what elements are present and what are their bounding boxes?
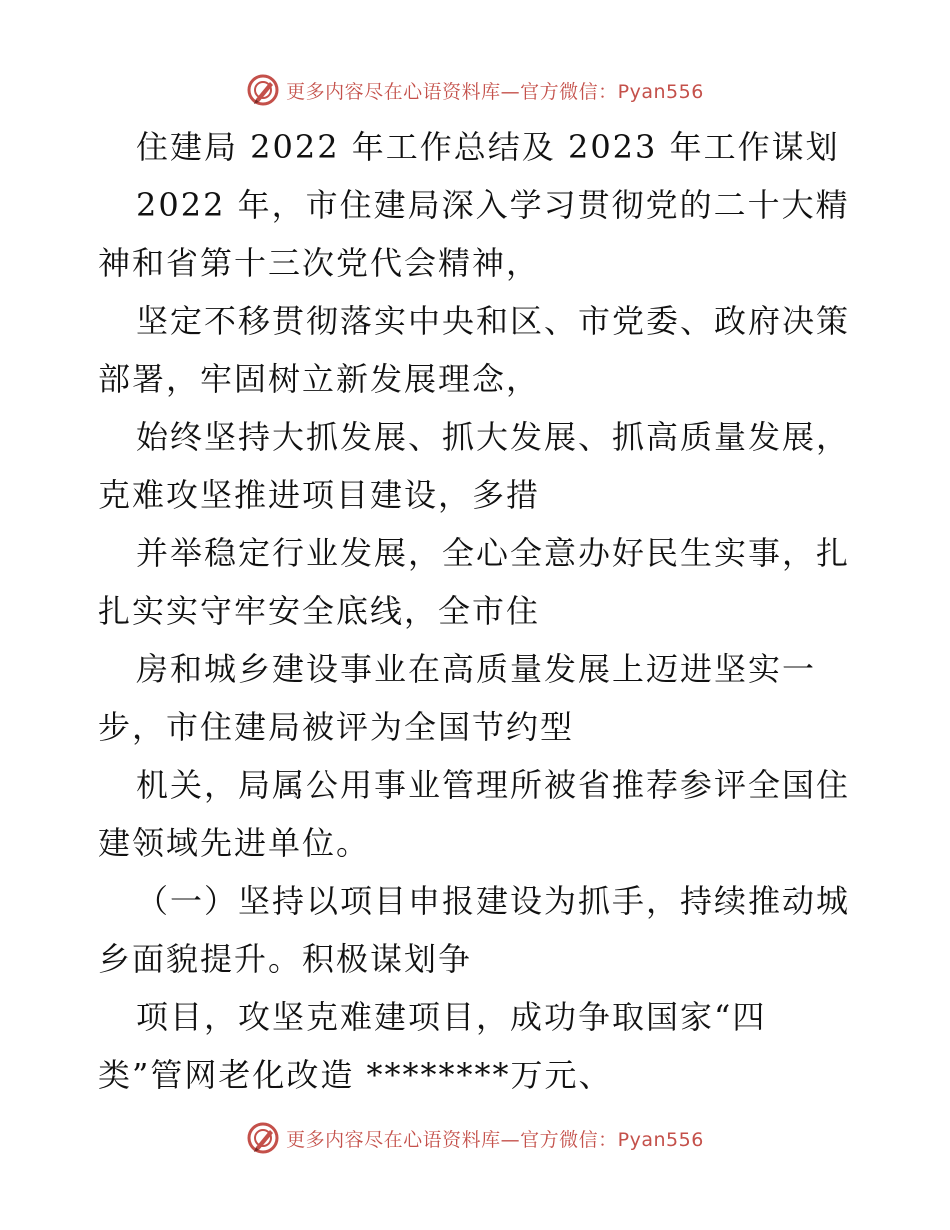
watermark-top bbox=[0, 70, 950, 110]
paragraph-line: 类”管网老化改造 ********万元、 bbox=[98, 1056, 613, 1094]
pen-logo-icon bbox=[246, 1121, 280, 1155]
watermark-text: 更多内容尽在心语资料库—官方微信：Pyan556 bbox=[286, 80, 704, 103]
document-title: 住建局 2022 年工作总结及 2023 年工作谋划 bbox=[136, 128, 840, 166]
paragraph-line: 扎实实守牢安全底线，全市住 bbox=[98, 592, 541, 630]
paragraph-line: 神和省第十三次党代会精神， bbox=[98, 244, 541, 282]
paragraph-line: 乡面貌提升。积极谋划争 bbox=[98, 940, 473, 978]
paragraph-line: 建领域先进单位。 bbox=[98, 824, 371, 862]
paragraph-line: 始终坚持大抓发展、抓大发展、抓高质量发展， bbox=[136, 418, 851, 456]
watermark-text: 更多内容尽在心语资料库—官方微信：Pyan556 bbox=[286, 1128, 704, 1151]
paragraph-line: 项目，攻坚克难建项目，成功争取国家“四 bbox=[136, 998, 767, 1036]
paragraph-line: （一）坚持以项目申报建设为抓手，持续推动城 bbox=[136, 882, 851, 920]
paragraph-line: 并举稳定行业发展，全心全意办好民生实事，扎 bbox=[136, 534, 851, 572]
paragraph-line: 2022 年，市住建局深入学习贯彻党的二十大精 bbox=[136, 186, 850, 224]
paragraph-line: 机关，局属公用事业管理所被省推荐参评全国住 bbox=[136, 766, 851, 804]
watermark-bottom bbox=[0, 1118, 950, 1158]
pen-logo-icon bbox=[246, 73, 280, 107]
paragraph-line: 步，市住建局被评为全国节约型 bbox=[98, 708, 575, 746]
document-body bbox=[98, 118, 858, 1104]
paragraph-line: 克难攻坚推进项目建设，多措 bbox=[98, 476, 541, 514]
paragraph-line: 坚定不移贯彻落实中央和区、市党委、政府决策 bbox=[136, 302, 851, 340]
paragraph-line: 房和城乡建设事业在高质量发展上迈进坚实一 bbox=[136, 650, 817, 688]
paragraph-line: 部署，牢固树立新发展理念， bbox=[98, 360, 541, 398]
